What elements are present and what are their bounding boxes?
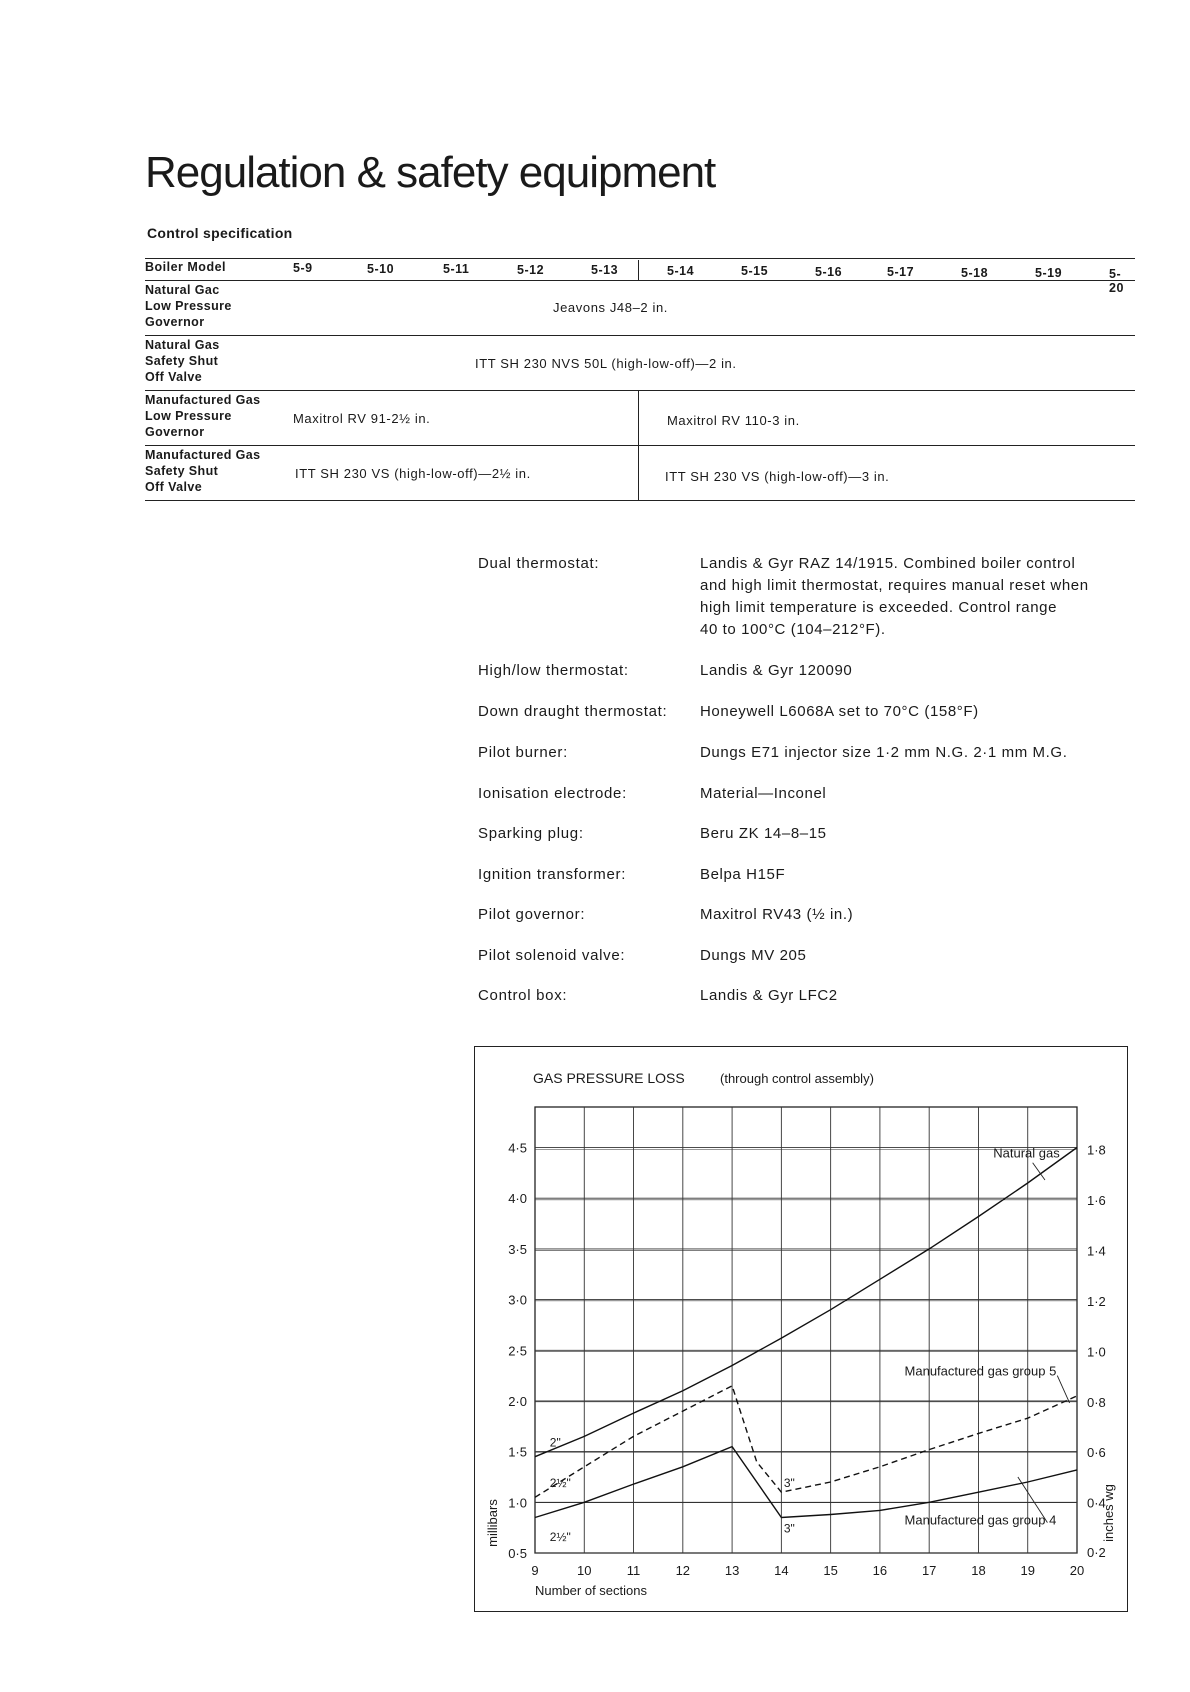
y2-tick-label: 1·4	[1087, 1243, 1106, 1259]
leader-mg-group5	[1057, 1376, 1069, 1403]
spec-label: Ionisation electrode:	[478, 785, 627, 802]
row-rule	[145, 390, 1135, 391]
y2-tick-label: 0·4	[1087, 1495, 1106, 1511]
chart-subtitle: (through control assembly)	[720, 1071, 874, 1086]
spec-value-line: Landis & Gyr LFC2	[700, 987, 838, 1004]
model-column-header: 5-16	[815, 264, 843, 279]
x-tick-label: 12	[675, 1563, 691, 1578]
x-tick-label: 15	[823, 1563, 838, 1578]
y-tick-label: 1·0	[508, 1495, 527, 1511]
spec-value	[700, 783, 1140, 805]
series-line-2	[535, 1386, 1077, 1498]
spec-value	[700, 985, 1140, 1007]
column-divider	[638, 390, 639, 500]
spec-value-line: Dungs MV 205	[700, 947, 807, 964]
spec-label: Pilot governor:	[478, 906, 586, 923]
model-column-header: 5-19	[1035, 266, 1063, 280]
model-column-header: 5-11	[443, 262, 470, 276]
model-column-header: 5-13	[591, 263, 619, 277]
y2-tick-label: 0·2	[1087, 1545, 1106, 1560]
page-title: Regulation & safety equipment	[145, 148, 716, 197]
ng-valve-value: ITT SH 230 NVS 50L (high-low-off)—2 in.	[475, 356, 737, 371]
spec-value	[700, 904, 1140, 926]
mg-governor-value-right: Maxitrol RV 110-3 in.	[667, 413, 800, 428]
model-column-header: 5-9	[293, 261, 313, 275]
y2-tick-label: 1·8	[1087, 1142, 1106, 1158]
spec-value	[700, 553, 1140, 641]
header-bottom-rule	[145, 280, 1135, 281]
chart-title: GAS PRESSURE LOSS	[533, 1070, 685, 1086]
model-column-header: 5-20	[1109, 266, 1124, 295]
spec-label: Control box:	[478, 987, 568, 1004]
y2-tick-label: 0·6	[1087, 1445, 1106, 1461]
model-column-header: 5-17	[887, 265, 915, 279]
x-tick-label: 11	[626, 1563, 641, 1578]
x-tick-label: 13	[724, 1563, 740, 1578]
pipe-size-3in-label-upper: 3"	[783, 1476, 795, 1491]
spec-value-line: Material—Inconel	[700, 785, 827, 802]
model-column-header: 5-10	[367, 261, 395, 276]
spec-value	[700, 742, 1140, 764]
spec-value-line: Landis & Gyr RAZ 14/1915. Combined boiler control	[700, 555, 1076, 572]
mg-valve-value-left: ITT SH 230 VS (high-low-off)—2½ in.	[295, 466, 531, 481]
spec-label: High/low thermostat:	[478, 662, 629, 679]
y2-tick-label: 1·0	[1087, 1344, 1106, 1360]
y-tick-label: 4·5	[508, 1140, 527, 1156]
spec-value	[700, 660, 1140, 682]
y-tick-label: 2·0	[508, 1393, 527, 1409]
pipe-size-3in-label-lower: 3"	[783, 1521, 795, 1536]
plot-frame	[535, 1107, 1077, 1553]
y2-tick-label: 1·2	[1087, 1293, 1106, 1309]
series-line-3	[535, 1447, 1077, 1518]
section-title: Control specification	[147, 225, 293, 241]
y-tick-label: 2·5	[508, 1343, 527, 1359]
x-tick-label: 20	[1069, 1563, 1085, 1578]
y-tick-label: 4·0	[508, 1191, 527, 1207]
spec-label: Down draught thermostat:	[478, 703, 668, 720]
spec-value-line: Landis & Gyr 120090	[700, 662, 853, 679]
row-label-mg-governor: Manufactured Gas Low Pressure Governor	[145, 393, 261, 439]
row-label-mg-valve: Manufactured Gas Safety Shut Off Valve	[145, 448, 261, 494]
pipe-size-2half-label-upper: 2½"	[549, 1476, 571, 1491]
model-column-header: 5-14	[667, 263, 695, 278]
y-axis-label: millibars	[485, 1499, 500, 1547]
y-tick-label: 3·5	[508, 1241, 527, 1257]
mg-valve-value-right: ITT SH 230 VS (high-low-off)—3 in.	[665, 469, 890, 484]
model-column-header: 5-18	[961, 265, 989, 280]
spec-value	[700, 945, 1140, 967]
y-tick-label: 3·0	[508, 1292, 527, 1308]
mg-group4-label-a: Manufactured gas group 4	[904, 1512, 1057, 1528]
spec-value-line: and high limit thermostat, requires manual reset when	[700, 577, 1089, 594]
spec-label: Dual thermostat:	[478, 555, 600, 572]
row-rule	[145, 335, 1135, 336]
y2-tick-label: 0·8	[1087, 1394, 1106, 1410]
spec-value	[700, 864, 1140, 886]
spec-value-line: Dungs E71 injector size 1·2 mm N.G. 2·1 mm M.G.	[700, 744, 1068, 761]
row-label-ng-governor: Natural Gac Low Pressure Governor	[145, 283, 232, 329]
x-tick-label: 17	[921, 1563, 937, 1578]
x-tick-label: 10	[577, 1563, 592, 1578]
table-top-rule	[145, 258, 1135, 259]
model-column-header: 5-15	[741, 264, 769, 278]
spec-label: Pilot solenoid valve:	[478, 947, 626, 964]
row-label-ng-valve: Natural Gas Safety Shut Off Valve	[145, 338, 220, 384]
y-tick-label: 1·5	[508, 1444, 527, 1460]
y2-tick-label: 1·6	[1087, 1192, 1106, 1208]
series-line-1	[535, 1145, 1077, 1457]
x-tick-label: 18	[971, 1563, 986, 1578]
x-tick-label: 14	[774, 1563, 789, 1578]
boiler-model-header: Boiler Model	[145, 260, 227, 274]
natural-gas-label: Natural gas	[993, 1145, 1060, 1161]
pipe-size-2in-label: 2"	[549, 1435, 561, 1450]
spec-value-line: Maxitrol RV43 (½ in.)	[700, 906, 854, 923]
spec-value-line: high limit temperature is exceeded. Control range	[700, 599, 1058, 616]
spec-label: Sparking plug:	[478, 825, 584, 842]
mg-group5-label-a: Manufactured gas group 5	[904, 1363, 1057, 1379]
gas-pressure-loss-chart	[474, 1046, 1128, 1612]
ng-governor-value: Jeavons J48–2 in.	[553, 300, 668, 315]
x-tick-label: 19	[1020, 1563, 1035, 1578]
y-tick-label: 0·5	[508, 1546, 527, 1561]
chart-svg	[475, 1047, 1127, 1611]
spec-label: Ignition transformer:	[478, 866, 627, 883]
spec-label: Pilot burner:	[478, 744, 568, 761]
y2-axis-label: inches wg	[1101, 1484, 1116, 1542]
control-spec-table	[145, 256, 1135, 501]
spec-value-line: 40 to 100°C (104–212°F).	[700, 621, 886, 638]
spec-value	[700, 823, 1140, 845]
x-tick-label: 9	[531, 1563, 539, 1578]
model-column-header: 5-12	[517, 262, 545, 277]
spec-value-line: Belpa H15F	[700, 866, 786, 883]
column-divider	[638, 260, 639, 280]
row-rule	[145, 445, 1135, 446]
pipe-size-2half-label-lower: 2½"	[549, 1529, 571, 1544]
spec-value-line: Beru ZK 14–8–15	[700, 825, 827, 842]
spec-value	[700, 701, 1140, 723]
mg-governor-value-left: Maxitrol RV 91-2½ in.	[293, 411, 431, 426]
spec-value-line: Honeywell L6068A set to 70°C (158°F)	[700, 703, 979, 720]
x-axis-label: Number of sections	[535, 1583, 647, 1598]
x-tick-label: 16	[872, 1563, 888, 1578]
table-bottom-rule	[145, 500, 1135, 501]
